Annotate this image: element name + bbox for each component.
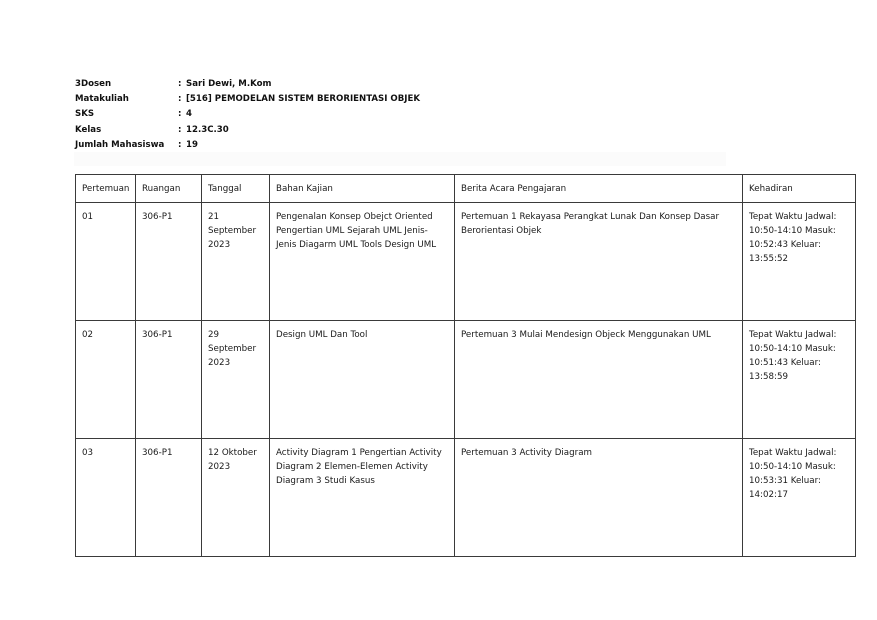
cell-kehadiran: Tepat Waktu Jadwal: 10:50-14:10 Masuk: 10:52:43 Keluar: 13:55:52 <box>743 203 856 321</box>
info-colon: : <box>178 79 182 89</box>
info-row-jumlah-mahasiswa <box>75 138 420 153</box>
info-colon: : <box>178 124 182 135</box>
info-colon: : <box>178 94 182 105</box>
section-divider <box>74 152 726 166</box>
column-header-tanggal: Tanggal <box>202 175 270 203</box>
column-header-kehadiran: Kehadiran <box>743 175 856 203</box>
table-row <box>76 203 856 321</box>
cell-ruangan: 306-P1 <box>136 321 202 439</box>
cell-pertemuan: 01 <box>76 203 136 321</box>
table-row <box>76 439 856 557</box>
column-header-pertemuan: Pertemuan <box>76 175 136 203</box>
cell-bahan-kajian: Pengenalan Konsep Obejct Oriented Pengertian UML Sejarah UML Jenis-Jenis Diagarm UML Tools Design UML <box>270 203 455 321</box>
info-colon: : <box>178 139 182 150</box>
info-colon: : <box>178 109 182 120</box>
column-header-ruangan: Ruangan <box>136 175 202 203</box>
info-value: 4 <box>186 109 192 120</box>
column-header-berita-acara: Berita Acara Pengajaran <box>455 175 743 203</box>
cell-ruangan: 306-P1 <box>136 439 202 557</box>
info-label: 3Dosen <box>75 79 112 89</box>
info-value: 19 <box>186 139 198 150</box>
info-row-sks <box>75 107 420 122</box>
cell-pertemuan: 03 <box>76 439 136 557</box>
cell-tanggal: 12 Oktober 2023 <box>202 439 270 557</box>
cell-kehadiran: Tepat Waktu Jadwal: 10:50-14:10 Masuk: 10:53:31 Keluar: 14:02:17 <box>743 439 856 557</box>
cell-tanggal: 29 September 2023 <box>202 321 270 439</box>
table-header-row <box>76 175 856 203</box>
info-label: SKS <box>75 109 95 120</box>
course-info <box>75 77 420 153</box>
cell-berita-acara: Pertemuan 1 Rekayasa Perangkat Lunak Dan Konsep Dasar Berorientasi Objek <box>455 203 743 321</box>
info-label: Matakuliah <box>75 94 129 105</box>
cell-bahan-kajian: Activity Diagram 1 Pengertian Activity Diagram 2 Elemen-Elemen Activity Diagram 3 Studi Kasus <box>270 439 455 557</box>
cell-bahan-kajian: Design UML Dan Tool <box>270 321 455 439</box>
table-row <box>76 321 856 439</box>
cell-tanggal: 21 September 2023 <box>202 203 270 321</box>
info-row-matakuliah <box>75 92 420 107</box>
column-header-bahan-kajian: Bahan Kajian <box>270 175 455 203</box>
info-label: Kelas <box>75 124 102 135</box>
info-label: Jumlah Mahasiswa <box>75 139 165 150</box>
cell-pertemuan: 02 <box>76 321 136 439</box>
info-row-dosen <box>75 77 420 92</box>
cell-berita-acara: Pertemuan 3 Activity Diagram <box>455 439 743 557</box>
info-value: [516] PEMODELAN SISTEM BERORIENTASI OBJEK <box>186 94 421 105</box>
cell-ruangan: 306-P1 <box>136 203 202 321</box>
info-row-kelas <box>75 123 420 138</box>
attendance-table <box>75 174 856 557</box>
info-value: 12.3C.30 <box>186 124 229 135</box>
info-value: Sari Dewi, M.Kom <box>186 79 272 89</box>
cell-berita-acara: Pertemuan 3 Mulai Mendesign Objeck Menggunakan UML <box>455 321 743 439</box>
cell-kehadiran: Tepat Waktu Jadwal: 10:50-14:10 Masuk: 10:51:43 Keluar: 13:58:59 <box>743 321 856 439</box>
